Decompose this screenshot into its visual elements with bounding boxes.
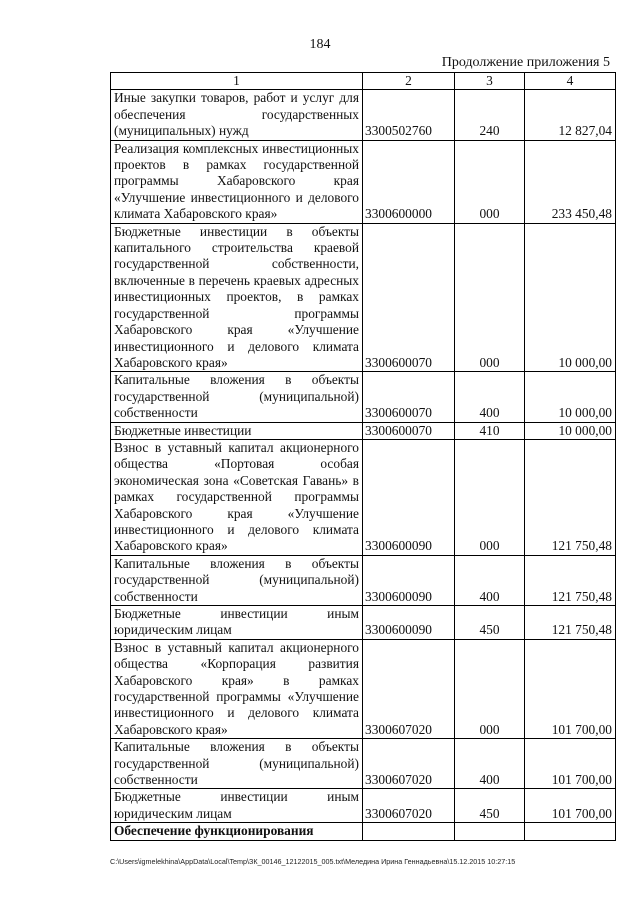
row-description: Капитальные вложения в объекты государственной (муниципальной) собственности <box>111 372 363 422</box>
header-col-4: 4 <box>525 73 616 90</box>
header-col-2: 2 <box>363 73 455 90</box>
row-description: Иные закупки товаров, работ и услуг для обеспечения государственных (муниципальных) нужд <box>111 90 363 140</box>
row-expense-type: 450 <box>455 789 525 823</box>
row-amount: 10 000,00 <box>525 422 616 439</box>
row-code: 3300600070 <box>363 422 455 439</box>
table-row <box>111 422 616 439</box>
table-row <box>111 789 616 823</box>
row-code: 3300600090 <box>363 555 455 605</box>
table-row <box>111 223 616 372</box>
row-code: 3300600070 <box>363 223 455 372</box>
table-row <box>111 606 616 640</box>
row-description: Капитальные вложения в объекты государственной (муниципальной) собственности <box>111 739 363 789</box>
row-code: 3300600090 <box>363 439 455 555</box>
row-code: 3300607020 <box>363 789 455 823</box>
row-code <box>363 823 455 840</box>
row-expense-type <box>455 823 525 840</box>
row-description: Бюджетные инвестиции иным юридическим лицам <box>111 606 363 640</box>
row-description: Бюджетные инвестиции иным юридическим лицам <box>111 789 363 823</box>
row-amount: 121 750,48 <box>525 606 616 640</box>
table-row <box>111 140 616 223</box>
row-description: Обеспечение функционирования <box>111 823 363 840</box>
row-amount <box>525 823 616 840</box>
table-body <box>111 90 616 840</box>
continuation-note: Продолжение приложения 5 <box>441 55 610 70</box>
row-expense-type: 410 <box>455 422 525 439</box>
row-amount: 233 450,48 <box>525 140 616 223</box>
header-col-3: 3 <box>455 73 525 90</box>
row-description: Бюджетные инвестиции <box>111 422 363 439</box>
row-expense-type: 000 <box>455 639 525 738</box>
table-row <box>111 739 616 789</box>
row-expense-type: 000 <box>455 439 525 555</box>
row-expense-type: 400 <box>455 555 525 605</box>
row-code: 3300607020 <box>363 739 455 789</box>
table-row <box>111 639 616 738</box>
row-amount: 121 750,48 <box>525 439 616 555</box>
row-code: 3300600090 <box>363 606 455 640</box>
row-code: 3300600000 <box>363 140 455 223</box>
row-description: Бюджетные инвестиции в объекты капитального строительства краевой государственной собственности, включенные в перечень краевых адресных инвестиционных проектов, в рамках государственной программы Хабаровского края «Улучшение инвестиционного и делового климата Хабаровского края» <box>111 223 363 372</box>
table-row <box>111 555 616 605</box>
row-expense-type: 000 <box>455 223 525 372</box>
row-description: Капитальные вложения в объекты государственной (муниципальной) собственности <box>111 555 363 605</box>
row-amount: 101 700,00 <box>525 639 616 738</box>
row-description: Реализация комплексных инвестиционных проектов в рамках государственной программы Хабаровского края «Улучшение инвестиционного и делового климата Хабаровского края» <box>111 140 363 223</box>
row-expense-type: 450 <box>455 606 525 640</box>
row-code: 3300607020 <box>363 639 455 738</box>
row-code: 3300502760 <box>363 90 455 140</box>
row-amount: 121 750,48 <box>525 555 616 605</box>
row-amount: 12 827,04 <box>525 90 616 140</box>
row-expense-type: 000 <box>455 140 525 223</box>
row-expense-type: 240 <box>455 90 525 140</box>
row-code: 3300600070 <box>363 372 455 422</box>
header-row <box>111 73 616 90</box>
row-expense-type: 400 <box>455 372 525 422</box>
row-amount: 101 700,00 <box>525 789 616 823</box>
row-description: Взнос в уставный капитал акционерного общества «Портовая особая экономическая зона «Советская Гавань» в рамках государственной программы Хабаровского края «Улучшение инвестиционного и делового климата Хабаровского края» <box>111 439 363 555</box>
row-description: Взнос в уставный капитал акционерного общества «Корпорация развития Хабаровского края» в рамках государственной программы «Улучшение инвестиционного и делового климата Хабаровского края» <box>111 639 363 738</box>
row-amount: 10 000,00 <box>525 372 616 422</box>
page-number: 184 <box>309 37 331 52</box>
table-row <box>111 90 616 140</box>
table-row <box>111 439 616 555</box>
file-path-footer: C:\Users\igmelekhina\AppData\Local\Temp\ЗК_00146_12122015_005.txt\Меледина Ирина Геннадьевна\15.12.2015 10:27:15 <box>110 857 516 866</box>
header-col-1: 1 <box>111 73 363 90</box>
row-expense-type: 400 <box>455 739 525 789</box>
row-amount: 101 700,00 <box>525 739 616 789</box>
row-amount: 10 000,00 <box>525 223 616 372</box>
table-row <box>111 823 616 840</box>
budget-table <box>110 72 616 841</box>
table-row <box>111 372 616 422</box>
